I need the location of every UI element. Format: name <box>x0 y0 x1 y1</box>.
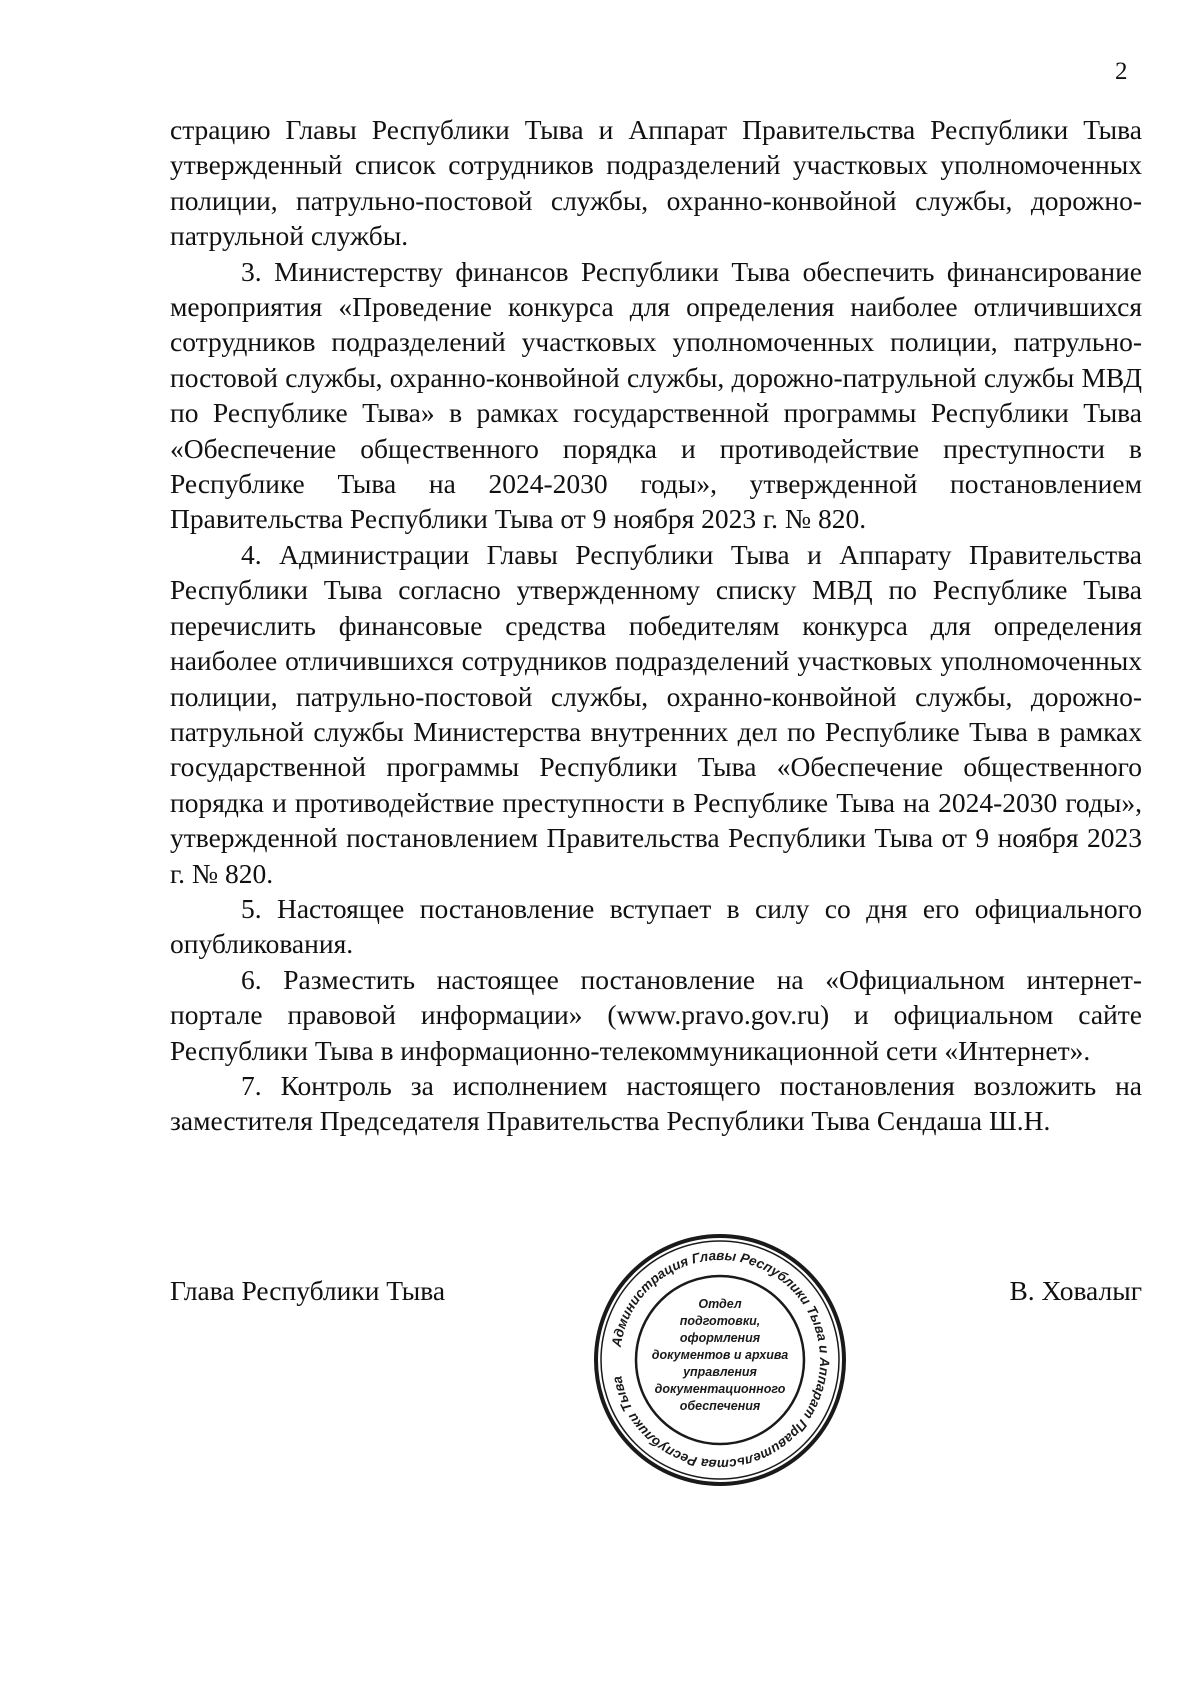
document-body <box>170 112 1142 1139</box>
signatory-position: Глава Республики Тыва <box>170 1275 446 1306</box>
stamp-center-line: оформления <box>679 1331 761 1345</box>
paragraph-item-4: 4. Администрации Главы Республики Тыва и Аппарату Правительства Республики Тыва согласно утвержденному списку МВД по Республике Тыва перечислить финансовые средства победителям конкурса для определения наиболее отличившихся сотрудников подразделений участковых уполномоченных полиции, патрульно-постовой службы, охранно-конвойной службы, дорожно-патрульной службы Министерства внутренних дел по Республике Тыва в рамках государственной программы Республики Тыва «Обеспечение общественного порядка и противодействие преступности в Республике Тыва на 2024-2030 годы», утвержденной постановлением Правительства Республики Тыва от 9 ноября 2023 г. № 820. <box>170 538 1142 889</box>
stamp-center-line: документационного <box>654 1382 786 1396</box>
paragraph-item-6: 6. Разместить настоящее постановление на «Официальном интернет-портале правовой информации» (www.pravo.gov.ru) и официальном сайте Республики Тыва в информационно-телекоммуникационной сети «Интернет». <box>170 963 1142 1066</box>
stamp-seal-graphic <box>592 1232 848 1488</box>
page-number: 2 <box>1115 58 1128 85</box>
paragraph-item-3: 3. Министерству финансов Республики Тыва обеспечить финансирование мероприятия «Проведение конкурса для определения наиболее отличившихся сотрудников подразделений участковых уполномоченных полиции, патрульно-постовой службы, охранно-конвойной службы, дорожно-патрульной службы МВД по Республике Тыва» в рамках государственной программы Республики Тыва «Обеспечение общественного порядка и противодействие преступности в Республике Тыва на 2024-2030 годы», утвержденной постановлением Правительства Республики Тыва от 9 ноября 2023 г. № 820. <box>170 255 1142 535</box>
stamp-center-line: Отдел <box>698 1297 742 1311</box>
stamp-center-line: обеспечения <box>679 1399 761 1413</box>
stamp-center-line: подготовки, <box>679 1314 761 1328</box>
stamp-center-line: документов и архива <box>651 1348 789 1362</box>
official-stamp <box>592 1232 848 1488</box>
paragraph-continuation: страцию Главы Республики Тыва и Аппарат Правительства Республики Тыва утвержденный список сотрудников подразделений участковых уполномоченных полиции, патрульно-постовой службы, охранно-конвойной службы, дорожно-патрульной службы. <box>170 114 1142 252</box>
stamp-center-line: управления <box>683 1365 757 1379</box>
stamp-ring-text: Администрация Главы Республики Тыва и Аппарат Правительства Республики Тыва <box>608 1247 833 1473</box>
signatory-name: В. Ховалыг <box>1009 1275 1142 1306</box>
paragraph-item-5: 5. Настоящее постановление вступает в силу со дня его официального опубликования. <box>170 892 1142 960</box>
paragraph-item-7: 7. Контроль за исполнением настоящего постановления возложить на заместителя Председателя Правительства Республики Тыва Сендаша Ш.Н. <box>170 1069 1142 1137</box>
